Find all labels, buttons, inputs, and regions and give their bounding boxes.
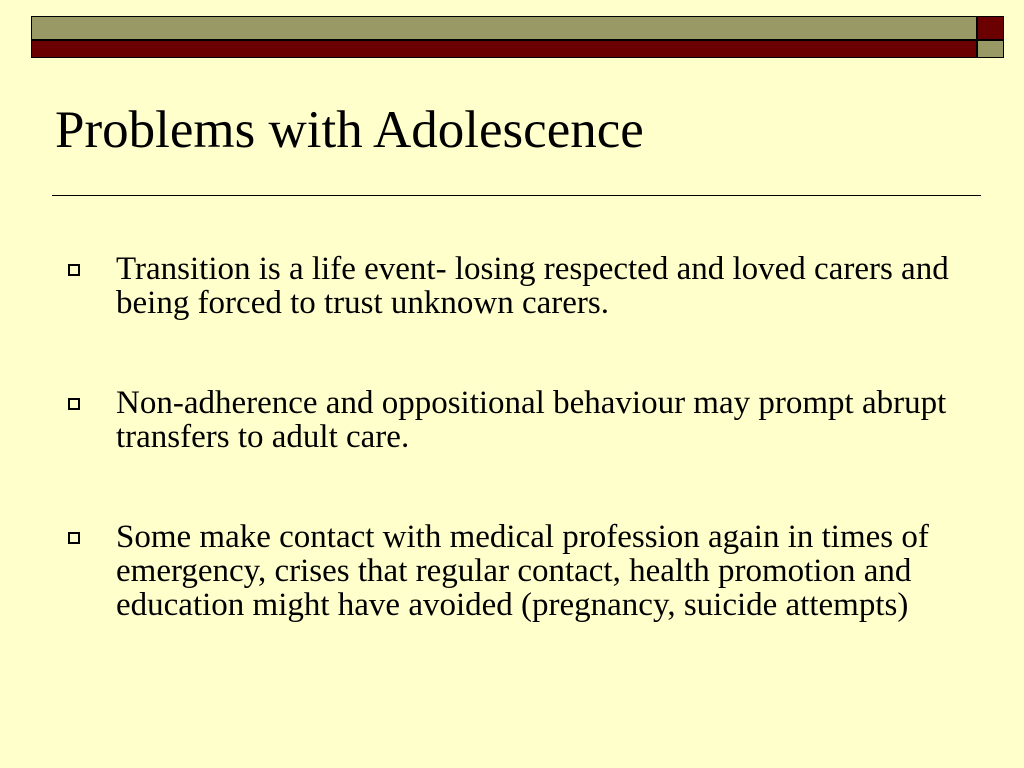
header-maroon-square (977, 16, 1004, 40)
bullet-text: Transition is a life event- losing respected and loved carers and being forced to trust unknown carers. (116, 251, 949, 321)
title-divider (52, 195, 981, 196)
hollow-square-icon (68, 398, 80, 410)
slide-title: Problems with Adolescence (55, 101, 644, 159)
hollow-square-icon (68, 264, 80, 276)
header-olive-square (977, 40, 1004, 58)
bullet-text: Non-adherence and oppositional behaviour may prompt abrupt transfers to adult care. (116, 385, 947, 455)
header-maroon-bar (31, 40, 977, 58)
header-olive-bar (31, 16, 977, 40)
bullet-text: Some make contact with medical profession again in times of emergency, crises that regular contact, health promotion and education might have avoided (pregnancy, suicide attempts) (116, 519, 929, 623)
hollow-square-icon (68, 532, 80, 544)
